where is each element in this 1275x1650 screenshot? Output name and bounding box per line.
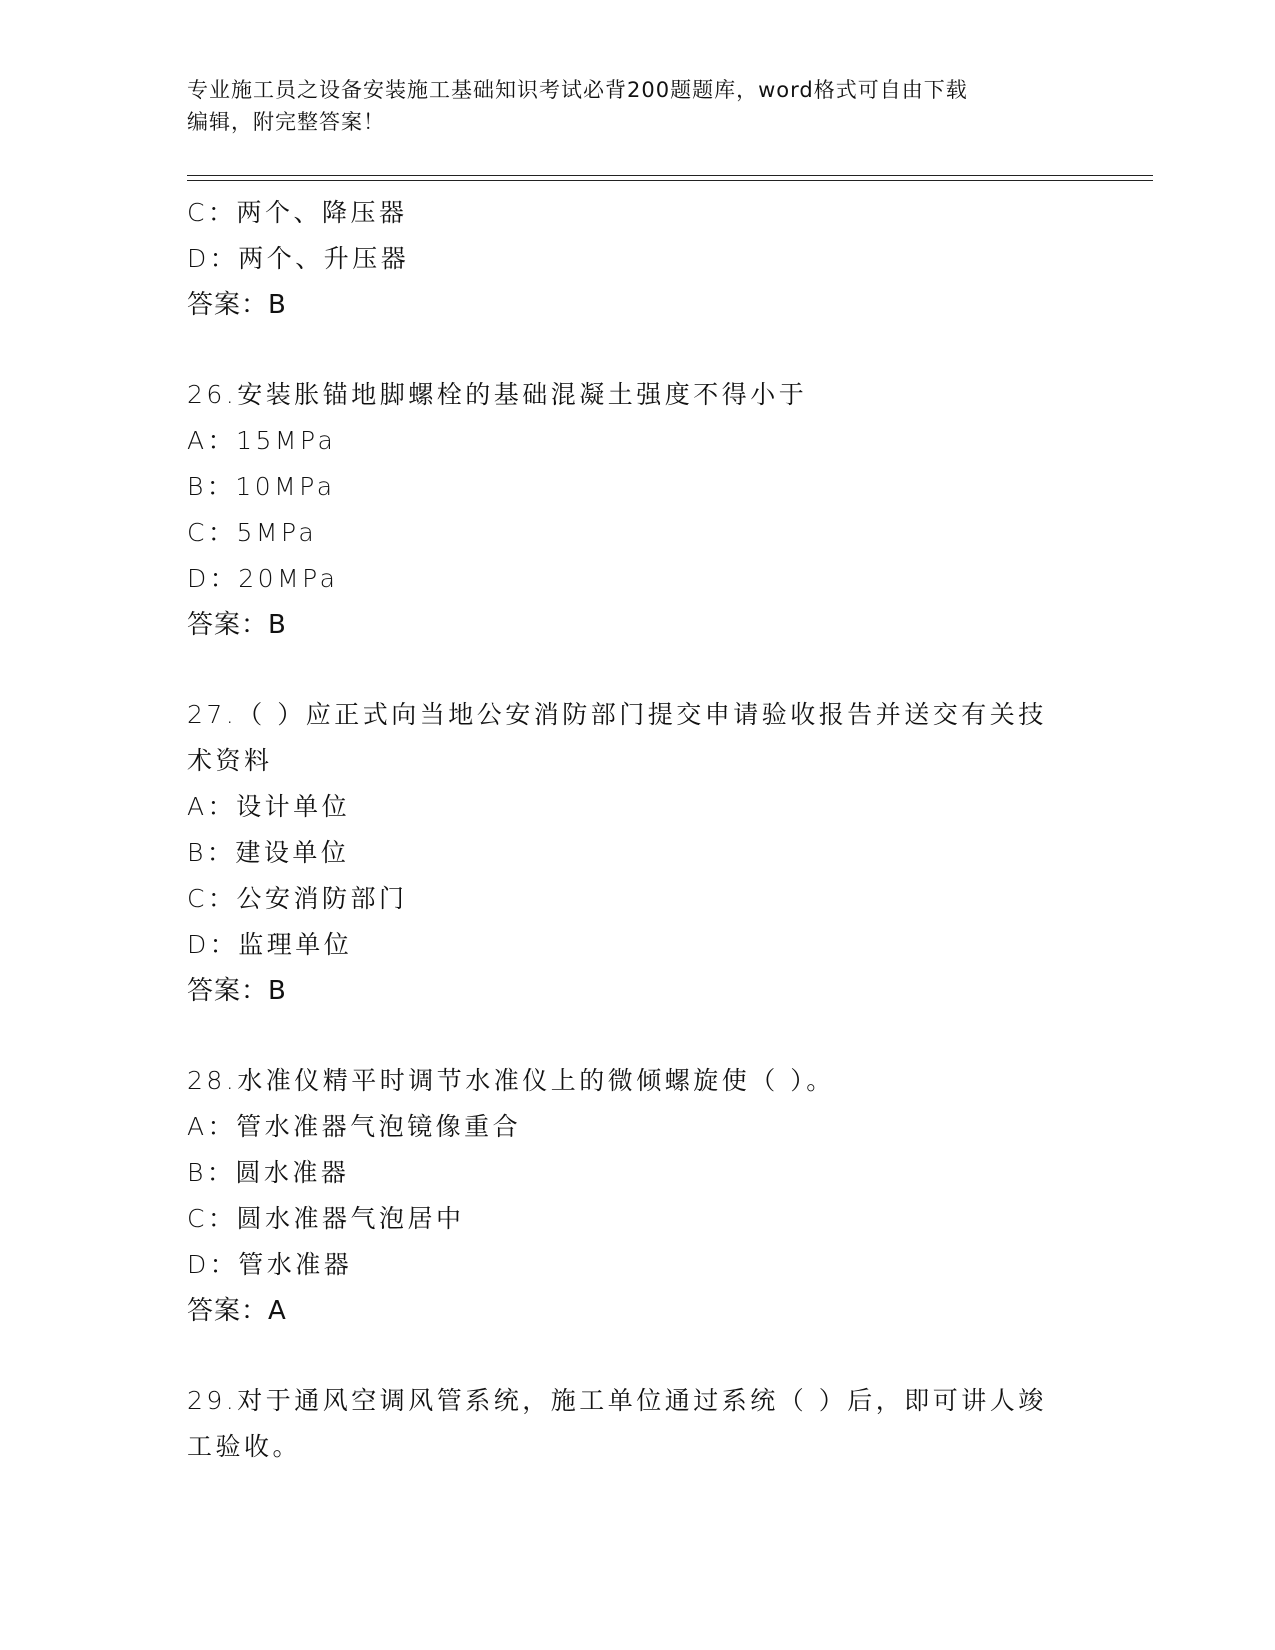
option-text: 建设单位 xyxy=(235,838,350,867)
option-label: B： xyxy=(187,472,236,501)
header-line-2: 编辑，附完整答案！ xyxy=(187,110,385,134)
option-label: C： xyxy=(187,1204,237,1233)
option-label: D： xyxy=(187,1250,239,1279)
header-line-1: 专业施工员之设备安装施工基础知识考试必背200题题库，word格式可自由下载 xyxy=(187,78,968,102)
question-stem-continued: 工验收。 xyxy=(187,1432,302,1461)
option-text: 圆水准器气泡居中 xyxy=(236,1204,465,1233)
option-text: 公安消防部门 xyxy=(236,884,408,913)
option-label: B： xyxy=(187,838,236,867)
question-stem: 27.（ ）应正式向当地公安消防部门提交申请验收报告并送交有关技 xyxy=(187,700,1047,729)
option-b xyxy=(187,830,1067,876)
option-text: 管水准器气泡镜像重合 xyxy=(236,1112,522,1141)
option-c xyxy=(187,190,1067,236)
question-list xyxy=(187,190,1067,1470)
header-divider-top xyxy=(187,175,1153,176)
answer-line: 答案：A xyxy=(187,1296,287,1326)
option-b xyxy=(187,464,1067,510)
option-label: D： xyxy=(187,244,239,273)
question-29 xyxy=(187,1378,1067,1470)
option-label: A： xyxy=(187,792,237,821)
option-text: 圆水准器 xyxy=(235,1158,350,1187)
option-label: D： xyxy=(187,930,239,959)
header-divider-bottom xyxy=(187,180,1153,181)
option-d xyxy=(187,236,1067,282)
option-text: 15MPa xyxy=(236,426,337,455)
option-d xyxy=(187,556,1067,602)
option-label: D： xyxy=(187,564,239,593)
option-label: A： xyxy=(187,426,237,455)
option-text: 管水准器 xyxy=(238,1250,353,1279)
document-header xyxy=(187,74,1087,138)
option-b xyxy=(187,1150,1067,1196)
question-27 xyxy=(187,692,1067,1014)
question-stem: 26.安装胀锚地脚螺栓的基础混凝土强度不得小于 xyxy=(187,380,808,409)
question-stem: 28.水准仪精平时调节水准仪上的微倾螺旋使（ ）。 xyxy=(187,1066,835,1095)
option-c xyxy=(187,510,1067,556)
answer-line: 答案：B xyxy=(187,290,287,320)
question-stem: 29.对于通风空调风管系统，施工单位通过系统（ ）后，即可讲人竣 xyxy=(187,1386,1047,1415)
answer-line: 答案：B xyxy=(187,976,287,1006)
option-label: A： xyxy=(187,1112,237,1141)
answer-line: 答案：B xyxy=(187,610,287,640)
option-text: 设计单位 xyxy=(236,792,351,821)
option-label: C： xyxy=(187,518,237,547)
question-stem-continued: 术资料 xyxy=(187,746,273,775)
option-text: 5MPa xyxy=(236,518,318,547)
option-a xyxy=(187,418,1067,464)
option-a xyxy=(187,1104,1067,1150)
option-a xyxy=(187,784,1067,830)
option-label: C： xyxy=(187,198,237,227)
question-continuation xyxy=(187,190,1067,328)
option-text: 20MPa xyxy=(238,564,339,593)
option-c xyxy=(187,1196,1067,1242)
option-text: 10MPa xyxy=(235,472,336,501)
option-label: B： xyxy=(187,1158,236,1187)
question-28 xyxy=(187,1058,1067,1334)
option-text: 两个、降压器 xyxy=(236,198,408,227)
option-text: 监理单位 xyxy=(238,930,353,959)
option-text: 两个、升压器 xyxy=(238,244,410,273)
question-26 xyxy=(187,372,1067,648)
option-c xyxy=(187,876,1067,922)
option-d xyxy=(187,922,1067,968)
option-d xyxy=(187,1242,1067,1288)
option-label: C： xyxy=(187,884,237,913)
